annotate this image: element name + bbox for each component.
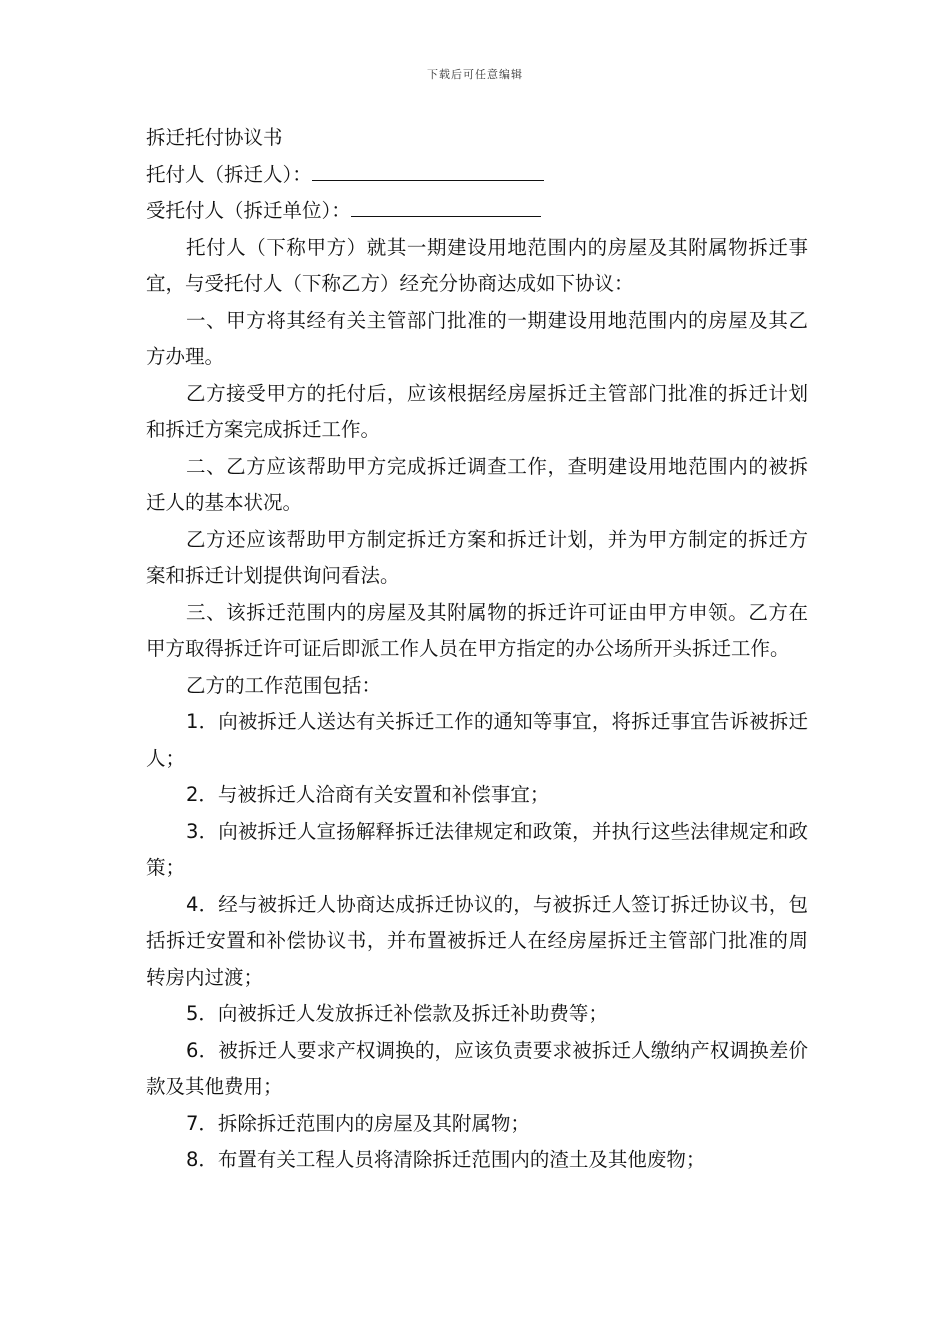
party-a-line bbox=[146, 157, 808, 194]
party-b-blank bbox=[351, 198, 541, 217]
paragraph-clause-3: 三、该拆迁范围内的房屋及其附属物的拆迁许可证由甲方申领。乙方在甲方取得拆迁许可证后即派工作人员在甲方指定的办公场所开头拆迁工作。 bbox=[146, 600, 808, 660]
list-item-6: 6．被拆迁人要求产权调换的，应该负责要求被拆迁人缴纳产权调换差价款及其他费用； bbox=[146, 1038, 808, 1098]
list-item-5: 5．向被拆迁人发放拆迁补偿款及拆迁补助费等； bbox=[186, 1002, 608, 1025]
paragraph-clause-2-detail: 乙方还应该帮助甲方制定拆迁方案和拆迁计划，并为甲方制定的拆迁方案和拆迁计划提供询问看法。 bbox=[146, 527, 808, 587]
list-item-8: 8．布置有关工程人员将清除拆迁范围内的渣土及其他废物； bbox=[186, 1148, 706, 1171]
party-a-label: 托付人（拆迁人）： bbox=[146, 162, 312, 186]
party-a-blank bbox=[312, 162, 544, 181]
list-item-3: 3．向被拆迁人宣扬解释拆迁法律规定和政策，并执行这些法律规定和政策； bbox=[146, 819, 808, 879]
paragraph-clause-2: 二、乙方应该帮助甲方完成拆迁调查工作，查明建设用地范围内的被拆迁人的基本状况。 bbox=[146, 454, 808, 514]
list-item-4: 4．经与被拆迁人协商达成拆迁协议的，与被拆迁人签订拆迁协议书，包括拆迁安置和补偿协议书，并布置被拆迁人在经房屋拆迁主管部门批准的周转房内过渡； bbox=[146, 892, 808, 989]
document-title: 拆迁托付协议书 bbox=[146, 126, 283, 149]
paragraph-clause-1: 一、甲方将其经有关主管部门批准的一期建设用地范围内的房屋及其乙方办理。 bbox=[146, 308, 808, 368]
paragraph-intro: 托付人（下称甲方）就其一期建设用地范围内的房屋及其附属物拆迁事宜，与受托付人（下称乙方）经充分协商达成如下协议： bbox=[146, 235, 808, 295]
paragraph-scope-heading: 乙方的工作范围包括： bbox=[186, 673, 382, 697]
list-item-2: 2．与被拆迁人洽商有关安置和补偿事宜； bbox=[186, 783, 550, 806]
paragraph-clause-1-detail: 乙方接受甲方的托付后，应该根据经房屋拆迁主管部门批准的拆迁计划和拆迁方案完成拆迁工作。 bbox=[146, 381, 808, 441]
document-body bbox=[146, 120, 808, 1179]
list-item-1: 1．向被拆迁人送达有关拆迁工作的通知等事宜，将拆迁事宜告诉被拆迁人； bbox=[146, 710, 808, 770]
party-b-line bbox=[146, 193, 808, 230]
list-item-7: 7．拆除拆迁范围内的房屋及其附属物； bbox=[186, 1111, 530, 1135]
party-b-label: 受托付人（拆迁单位）： bbox=[146, 199, 351, 222]
page-header: 下载后可任意编辑 bbox=[427, 68, 523, 81]
